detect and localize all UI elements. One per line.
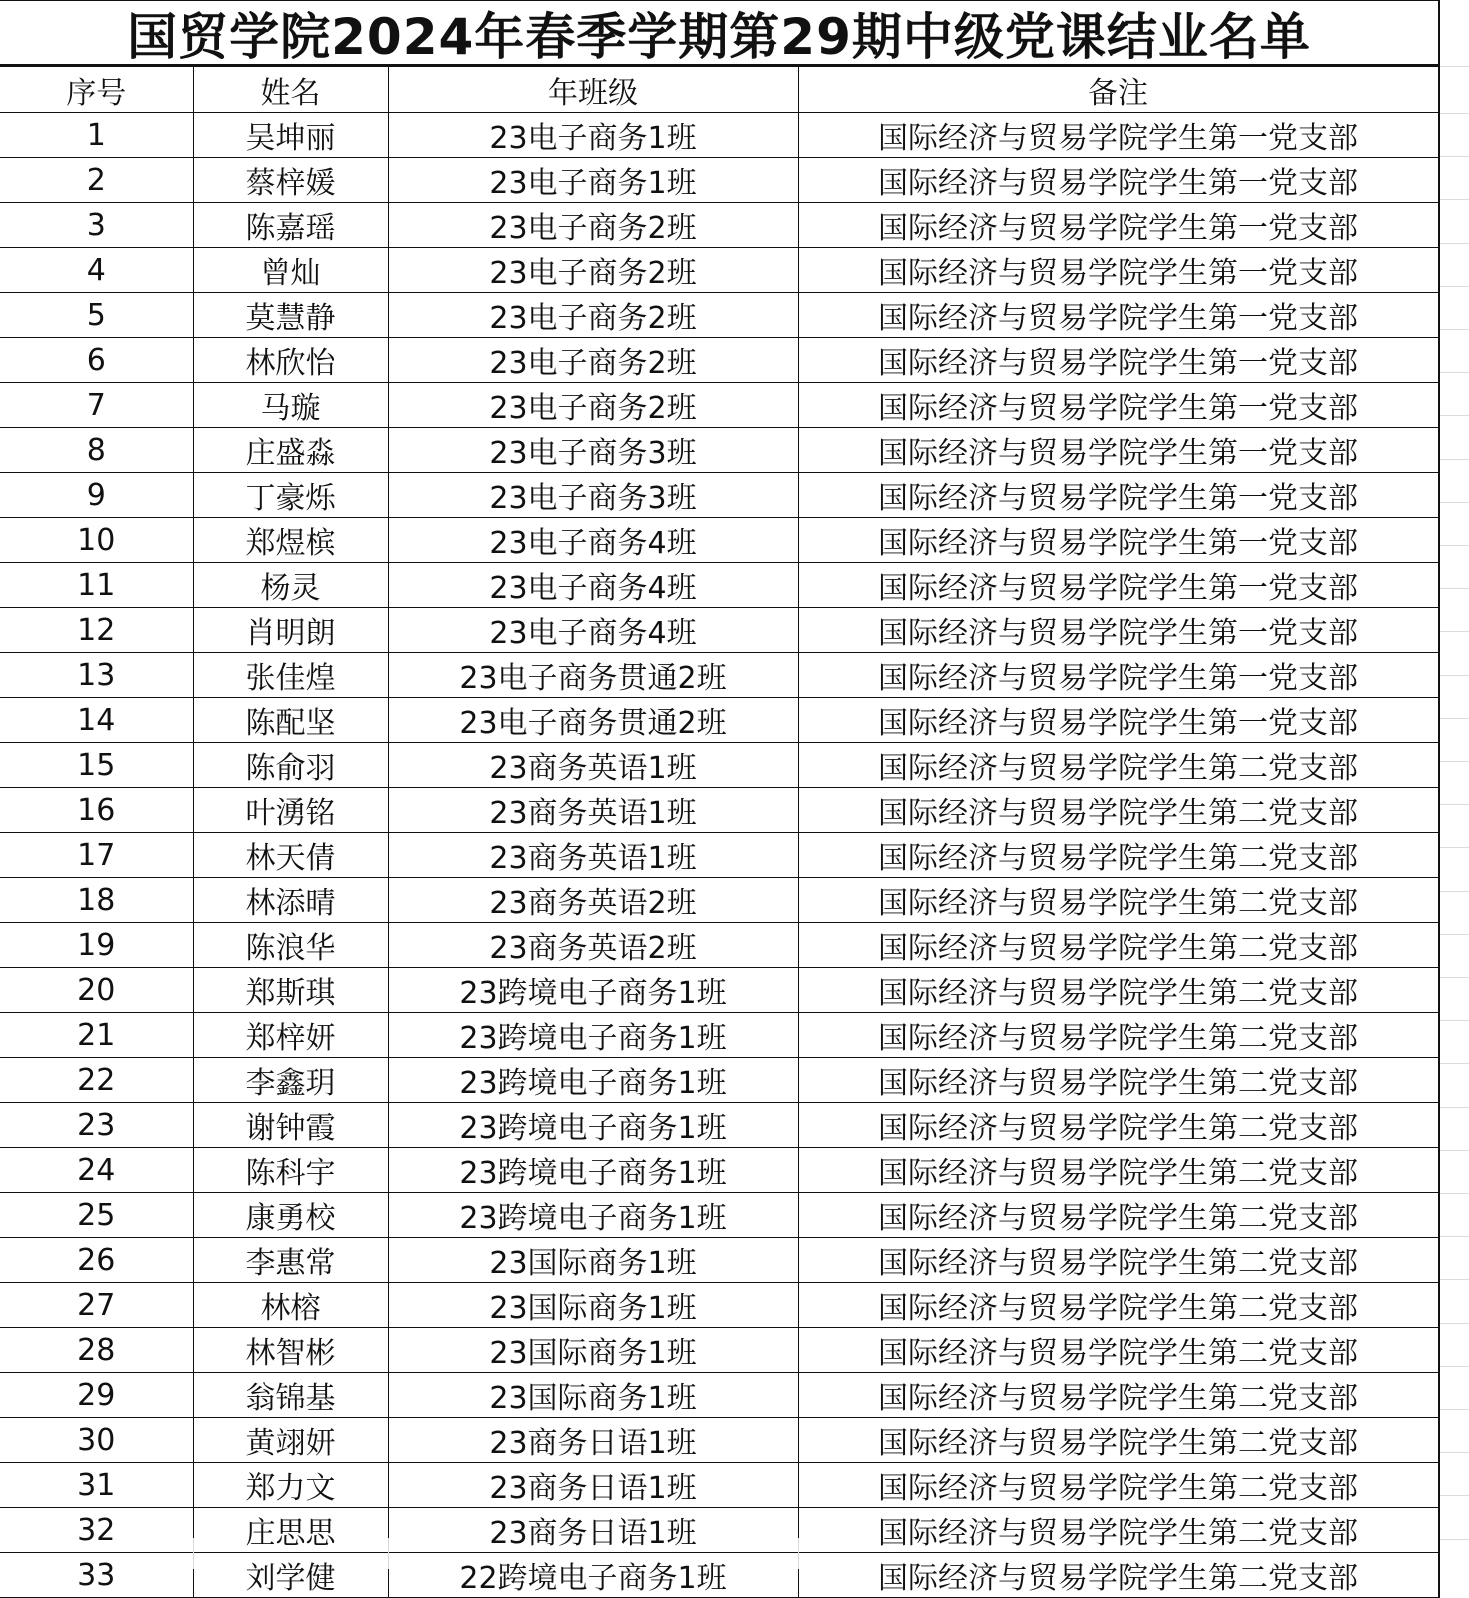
cell-name[interactable]: 陈嘉瑶 <box>193 203 388 248</box>
table-row <box>0 608 1438 653</box>
cell-note[interactable]: 国际经济与贸易学院学生第二党支部 <box>798 833 1438 878</box>
cell-name[interactable]: 林天倩 <box>193 833 388 878</box>
cell-name[interactable]: 林添晴 <box>193 878 388 923</box>
cell-class[interactable]: 23电子商务2班 <box>388 383 798 428</box>
table-row <box>0 788 1438 833</box>
cell-seq[interactable]: 18 <box>0 878 193 923</box>
cell-class[interactable]: 23电子商务1班 <box>388 113 798 158</box>
table-row <box>0 158 1438 203</box>
cell-name[interactable]: 吴坤丽 <box>193 113 388 158</box>
cell-seq[interactable]: 31 <box>0 1463 193 1508</box>
cell-class[interactable]: 23电子商务2班 <box>388 338 798 383</box>
table-row <box>0 248 1438 293</box>
cell-seq[interactable]: 29 <box>0 1373 193 1418</box>
cell-name[interactable]: 郑斯琪 <box>193 968 388 1013</box>
table-row <box>0 518 1438 563</box>
cell-class[interactable]: 23电子商务1班 <box>388 158 798 203</box>
cell-class[interactable]: 23电子商务4班 <box>388 563 798 608</box>
cell-class[interactable]: 23跨境电子商务1班 <box>388 1193 798 1238</box>
table-row <box>0 1058 1438 1103</box>
cell-class[interactable]: 23跨境电子商务1班 <box>388 1058 798 1103</box>
cell-class[interactable]: 23商务英语1班 <box>388 788 798 833</box>
cell-name[interactable]: 林榕 <box>193 1283 388 1328</box>
cell-name[interactable]: 丁豪烁 <box>193 473 388 518</box>
cell-class[interactable]: 23电子商务3班 <box>388 473 798 518</box>
cell-seq[interactable]: 27 <box>0 1283 193 1328</box>
cell-note[interactable]: 国际经济与贸易学院学生第二党支部 <box>798 1553 1438 1598</box>
cell-seq[interactable]: 30 <box>0 1418 193 1463</box>
table-row <box>0 428 1438 473</box>
cell-name[interactable]: 叶湧铭 <box>193 788 388 833</box>
cell-name[interactable]: 林智彬 <box>193 1328 388 1373</box>
cell-seq[interactable]: 9 <box>0 473 193 518</box>
cell-name[interactable]: 康勇校 <box>193 1193 388 1238</box>
table-row <box>0 923 1438 968</box>
cell-note[interactable]: 国际经济与贸易学院学生第二党支部 <box>798 788 1438 833</box>
table-row <box>0 1373 1438 1418</box>
cell-name[interactable]: 陈科宇 <box>193 1148 388 1193</box>
cell-seq[interactable]: 3 <box>0 203 193 248</box>
cell-class[interactable]: 23电子商务3班 <box>388 428 798 473</box>
cell-note[interactable]: 国际经济与贸易学院学生第一党支部 <box>798 698 1438 743</box>
cell-note[interactable]: 国际经济与贸易学院学生第二党支部 <box>798 1463 1438 1508</box>
cell-seq[interactable]: 6 <box>0 338 193 383</box>
table-row <box>0 1328 1438 1373</box>
cell-note[interactable]: 国际经济与贸易学院学生第二党支部 <box>798 1418 1438 1463</box>
cell-class[interactable]: 23电子商务4班 <box>388 518 798 563</box>
table-row <box>0 1283 1438 1328</box>
cell-class[interactable]: 23商务英语1班 <box>388 743 798 788</box>
cell-class[interactable]: 23商务英语2班 <box>388 878 798 923</box>
table-row <box>0 1193 1438 1238</box>
cell-seq[interactable]: 32 <box>0 1508 193 1553</box>
cell-class[interactable]: 23跨境电子商务1班 <box>388 1103 798 1148</box>
cell-class[interactable]: 23电子商务2班 <box>388 248 798 293</box>
table-row <box>0 878 1438 923</box>
cell-class[interactable]: 23商务日语1班 <box>388 1463 798 1508</box>
cell-class[interactable]: 23国际商务1班 <box>388 1238 798 1283</box>
cell-class[interactable]: 23电子商务贯通2班 <box>388 698 798 743</box>
cell-name[interactable]: 黄翊妍 <box>193 1418 388 1463</box>
table-row <box>0 338 1438 383</box>
cell-name[interactable]: 蔡梓媛 <box>193 158 388 203</box>
table-row <box>0 293 1438 338</box>
cell-note[interactable]: 国际经济与贸易学院学生第二党支部 <box>798 1058 1438 1103</box>
table-row <box>0 1103 1438 1148</box>
cell-note[interactable]: 国际经济与贸易学院学生第一党支部 <box>798 293 1438 338</box>
table-row <box>0 743 1438 788</box>
right-gutter <box>1440 0 1469 1569</box>
cell-note[interactable]: 国际经济与贸易学院学生第二党支部 <box>798 968 1438 1013</box>
cell-seq[interactable]: 14 <box>0 698 193 743</box>
cell-seq[interactable]: 22 <box>0 1058 193 1103</box>
cell-note[interactable]: 国际经济与贸易学院学生第二党支部 <box>798 1193 1438 1238</box>
cell-name[interactable]: 郑梓妍 <box>193 1013 388 1058</box>
table-row <box>0 113 1438 158</box>
roster-body <box>0 113 1438 1598</box>
cell-seq[interactable]: 2 <box>0 158 193 203</box>
cell-note[interactable]: 国际经济与贸易学院学生第一党支部 <box>798 608 1438 653</box>
header-class[interactable]: 年班级 <box>388 67 798 113</box>
cell-class[interactable]: 23跨境电子商务1班 <box>388 1148 798 1193</box>
cell-name[interactable]: 郑力文 <box>193 1463 388 1508</box>
cell-class[interactable]: 23电子商务4班 <box>388 608 798 653</box>
cell-name[interactable]: 谢钟霞 <box>193 1103 388 1148</box>
cell-note[interactable]: 国际经济与贸易学院学生第二党支部 <box>798 1103 1438 1148</box>
table-row <box>0 1148 1438 1193</box>
cell-class[interactable]: 22跨境电子商务1班 <box>388 1553 798 1598</box>
cell-name[interactable]: 郑煜槟 <box>193 518 388 563</box>
cell-seq[interactable]: 17 <box>0 833 193 878</box>
cell-name[interactable]: 李惠常 <box>193 1238 388 1283</box>
cell-note[interactable]: 国际经济与贸易学院学生第二党支部 <box>798 1013 1438 1058</box>
table-row <box>0 833 1438 878</box>
cell-seq[interactable]: 5 <box>0 293 193 338</box>
cell-note[interactable]: 国际经济与贸易学院学生第一党支部 <box>798 113 1438 158</box>
cell-note[interactable]: 国际经济与贸易学院学生第一党支部 <box>798 653 1438 698</box>
table-row <box>0 473 1438 518</box>
cell-note[interactable]: 国际经济与贸易学院学生第一党支部 <box>798 383 1438 428</box>
cell-seq[interactable]: 12 <box>0 608 193 653</box>
cell-name[interactable]: 陈浪华 <box>193 923 388 968</box>
header-name[interactable]: 姓名 <box>193 67 388 113</box>
cell-note[interactable]: 国际经济与贸易学院学生第一党支部 <box>798 158 1438 203</box>
cell-class[interactable]: 23商务英语1班 <box>388 833 798 878</box>
cell-name[interactable]: 陈配坚 <box>193 698 388 743</box>
cell-name[interactable]: 杨灵 <box>193 563 388 608</box>
cell-name[interactable]: 莫慧静 <box>193 293 388 338</box>
sheet-title[interactable]: 国贸学院2024年春季学期第29期中级党课结业名单 <box>0 0 1438 66</box>
cell-class[interactable]: 23商务日语1班 <box>388 1418 798 1463</box>
cell-seq[interactable]: 11 <box>0 563 193 608</box>
cell-note[interactable]: 国际经济与贸易学院学生第一党支部 <box>798 203 1438 248</box>
cell-seq[interactable]: 13 <box>0 653 193 698</box>
cell-class[interactable]: 23电子商务贯通2班 <box>388 653 798 698</box>
table-row <box>0 1238 1438 1283</box>
cell-note[interactable]: 国际经济与贸易学院学生第二党支部 <box>798 923 1438 968</box>
cell-name[interactable]: 林欣怡 <box>193 338 388 383</box>
empty-grid-area <box>0 1538 1469 1569</box>
cell-class[interactable]: 23商务日语1班 <box>388 1508 798 1553</box>
table-row <box>0 698 1438 743</box>
cell-seq[interactable]: 23 <box>0 1103 193 1148</box>
cell-class[interactable]: 23电子商务2班 <box>388 293 798 338</box>
cell-note[interactable]: 国际经济与贸易学院学生第一党支部 <box>798 518 1438 563</box>
table-row <box>0 383 1438 428</box>
cell-seq[interactable]: 15 <box>0 743 193 788</box>
cell-name[interactable]: 陈俞羽 <box>193 743 388 788</box>
cell-note[interactable]: 国际经济与贸易学院学生第二党支部 <box>798 1508 1438 1553</box>
header-seq[interactable]: 序号 <box>0 67 193 113</box>
cell-note[interactable]: 国际经济与贸易学院学生第一党支部 <box>798 428 1438 473</box>
cell-note[interactable]: 国际经济与贸易学院学生第一党支部 <box>798 563 1438 608</box>
cell-note[interactable]: 国际经济与贸易学院学生第一党支部 <box>798 473 1438 518</box>
table-row <box>0 1418 1438 1463</box>
cell-name[interactable]: 曾灿 <box>193 248 388 293</box>
cell-note[interactable]: 国际经济与贸易学院学生第二党支部 <box>798 743 1438 788</box>
cell-note[interactable]: 国际经济与贸易学院学生第二党支部 <box>798 1238 1438 1283</box>
cell-name[interactable]: 刘学健 <box>193 1553 388 1598</box>
cell-note[interactable]: 国际经济与贸易学院学生第二党支部 <box>798 1148 1438 1193</box>
roster-table <box>0 66 1439 1598</box>
cell-class[interactable]: 23电子商务2班 <box>388 203 798 248</box>
cell-note[interactable]: 国际经济与贸易学院学生第二党支部 <box>798 1373 1438 1418</box>
cell-note[interactable]: 国际经济与贸易学院学生第一党支部 <box>798 248 1438 293</box>
cell-name[interactable]: 庄思思 <box>193 1508 388 1553</box>
cell-name[interactable]: 肖明朗 <box>193 608 388 653</box>
cell-seq[interactable]: 25 <box>0 1193 193 1238</box>
cell-class[interactable]: 23国际商务1班 <box>388 1328 798 1373</box>
cell-name[interactable]: 翁锦基 <box>193 1373 388 1418</box>
cell-seq[interactable]: 4 <box>0 248 193 293</box>
table-row <box>0 968 1438 1013</box>
table-row <box>0 563 1438 608</box>
cell-seq[interactable]: 16 <box>0 788 193 833</box>
cell-seq[interactable]: 26 <box>0 1238 193 1283</box>
header-note[interactable]: 备注 <box>798 67 1438 113</box>
cell-name[interactable]: 庄盛淼 <box>193 428 388 473</box>
cell-seq[interactable]: 33 <box>0 1553 193 1598</box>
cell-note[interactable]: 国际经济与贸易学院学生第一党支部 <box>798 338 1438 383</box>
table-row <box>0 1463 1438 1508</box>
cell-note[interactable]: 国际经济与贸易学院学生第二党支部 <box>798 1328 1438 1373</box>
cell-seq[interactable]: 20 <box>0 968 193 1013</box>
table-row <box>0 203 1438 248</box>
cell-seq[interactable]: 8 <box>0 428 193 473</box>
cell-seq[interactable]: 1 <box>0 113 193 158</box>
cell-name[interactable]: 张佳煌 <box>193 653 388 698</box>
table-row <box>0 1013 1438 1058</box>
cell-name[interactable]: 马璇 <box>193 383 388 428</box>
cell-note[interactable]: 国际经济与贸易学院学生第二党支部 <box>798 878 1438 923</box>
cell-seq[interactable]: 10 <box>0 518 193 563</box>
cell-class[interactable]: 23国际商务1班 <box>388 1283 798 1328</box>
cell-class[interactable]: 23国际商务1班 <box>388 1373 798 1418</box>
cell-seq[interactable]: 21 <box>0 1013 193 1058</box>
cell-class[interactable]: 23跨境电子商务1班 <box>388 968 798 1013</box>
table-row <box>0 653 1438 698</box>
cell-seq[interactable]: 19 <box>0 923 193 968</box>
cell-class[interactable]: 23商务英语2班 <box>388 923 798 968</box>
cell-seq[interactable]: 28 <box>0 1328 193 1373</box>
cell-note[interactable]: 国际经济与贸易学院学生第二党支部 <box>798 1283 1438 1328</box>
cell-name[interactable]: 李鑫玥 <box>193 1058 388 1103</box>
cell-seq[interactable]: 7 <box>0 383 193 428</box>
header-row <box>0 67 1438 113</box>
cell-seq[interactable]: 24 <box>0 1148 193 1193</box>
cell-class[interactable]: 23跨境电子商务1班 <box>388 1013 798 1058</box>
